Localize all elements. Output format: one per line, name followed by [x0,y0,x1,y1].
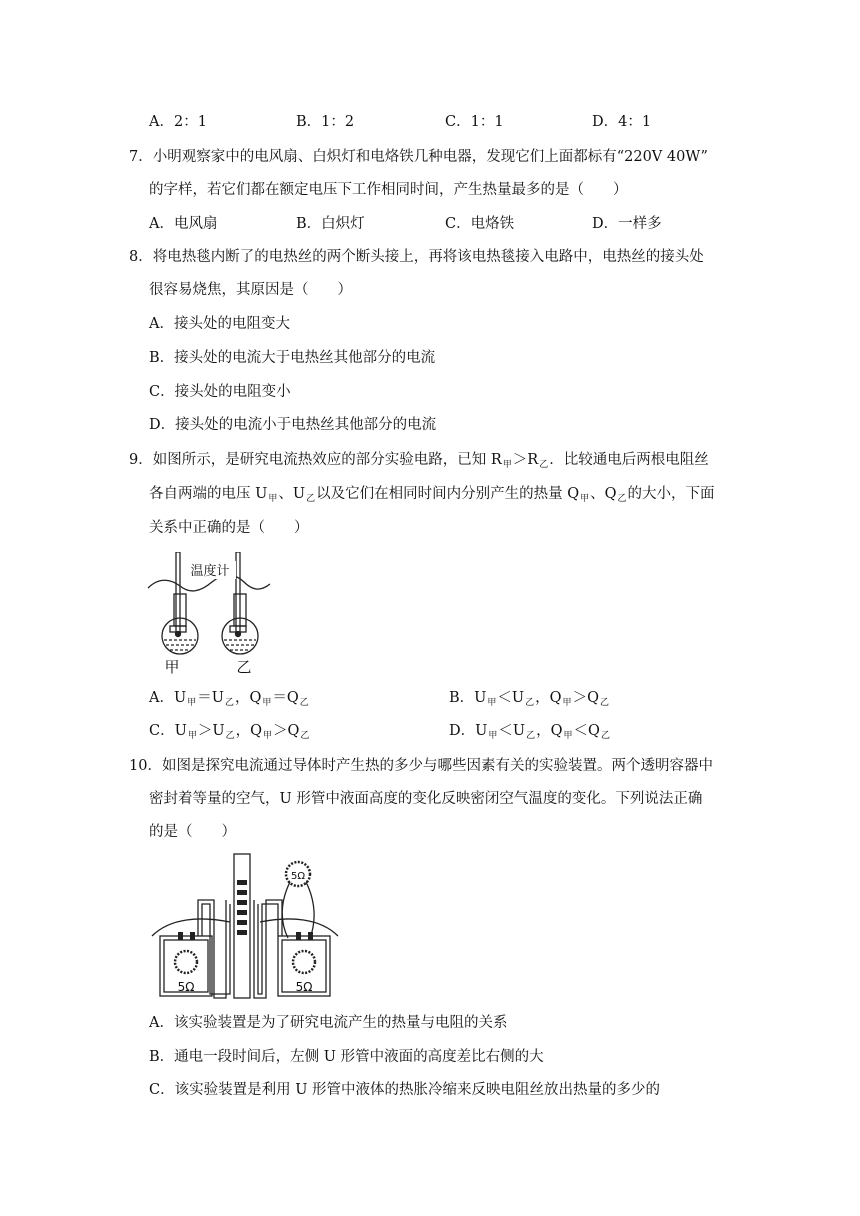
q10-stem-line1: 10．如图是探究电流通过导体时产生热的多少与哪些因素有关的实验装置。两个透明容器中 [129,758,713,774]
q8-stem-line1: 8．将电热毯内断了的电热丝的两个断头接上，再将该电热毯接入电路中，电热丝的接头处 [129,249,704,265]
q6-option-c: C．1：1 [445,114,504,130]
q10-option-a: A．该实验装置是为了研究电流产生的热量与电阻的关系 [149,1015,508,1031]
q9-label-jia: 甲 [164,658,180,676]
q7-stem-line2: 的字样，若它们都在额定电压下工作相同时间，产生热量最多的是（ ） [149,182,628,198]
q10-top-resistor-label: 5Ω [290,871,306,882]
q10-option-b: B．通电一段时间后，左侧 U 形管中液面的高度差比右侧的大 [149,1049,544,1065]
q6-option-a: A．2：1 [149,114,207,130]
q9-stem-line1: 9．如图所示，是研究电流热效应的部分实验电路，已知 $R_甲>R_乙$．比较通电后两根电阻丝 [129,452,709,470]
q7-option-a: A．电风扇 [149,216,218,232]
q9-stem-line3: 关系中正确的是（ ） [149,520,309,536]
q9-option-b: B．$U_甲<U_乙$，$Q_甲>Q_乙$ [449,690,609,708]
q10-right-resistor-label: 5Ω [295,980,313,994]
q10-stem-line2: 密封着等量的空气，U 形管中液面高度的变化反映密闭空气温度的变化。下列说法正确 [149,791,703,807]
q10-left-resistor-label: 5Ω [177,980,195,994]
q7-stem-line1: 7．小明观察家中的电风扇、白炽灯和电烙铁几种电器，发现它们上面都标有“220V 40W” [129,149,708,165]
q6-option-b: B．1：2 [296,114,355,130]
q8-option-a: A．接头处的电阻变大 [149,316,290,332]
q7-option-b: B．白炽灯 [296,216,365,232]
q6-option-d: D．4：1 [592,114,652,130]
q8-option-d: D．接头处的电流小于电热丝其他部分的电流 [149,417,437,433]
q9-thermometer-figure [146,552,276,676]
q9-option-a: A．$U_甲=U_乙$，$Q_甲=Q_乙$ [149,690,309,708]
q7-option-c: C．电烙铁 [445,216,515,232]
q8-option-c: C．接头处的电阻变小 [149,384,291,400]
q7-option-d: D．一样多 [592,216,662,232]
q8-stem-line2: 很容易烧焦，其原因是（ ） [149,282,352,298]
q10-option-c: C．该实验装置是利用 U 形管中液体的热胀冷缩来反映电阻丝放出热量的多少的 [149,1082,661,1098]
q9-option-c: C．$U_甲>U_乙$，$Q_甲>Q_乙$ [149,723,310,741]
q9-option-d: D．$U_甲<U_乙$，$Q_甲<Q_乙$ [449,723,610,741]
q10-u-tube-apparatus-figure [150,852,340,1002]
q9-label-yi: 乙 [236,658,252,676]
q9-thermometer-label: 温度计 [190,564,230,579]
q9-stem-line2: 各自两端的电压 $U_甲$、$U_乙$以及它们在相同时间内分别产生的热量 $Q_甲$、$Q_乙$的大小，下面 [149,486,715,504]
q10-stem-line3: 的是（ ） [149,824,236,840]
q8-option-b: B．接头处的电流大于电热丝其他部分的电流 [149,350,436,366]
